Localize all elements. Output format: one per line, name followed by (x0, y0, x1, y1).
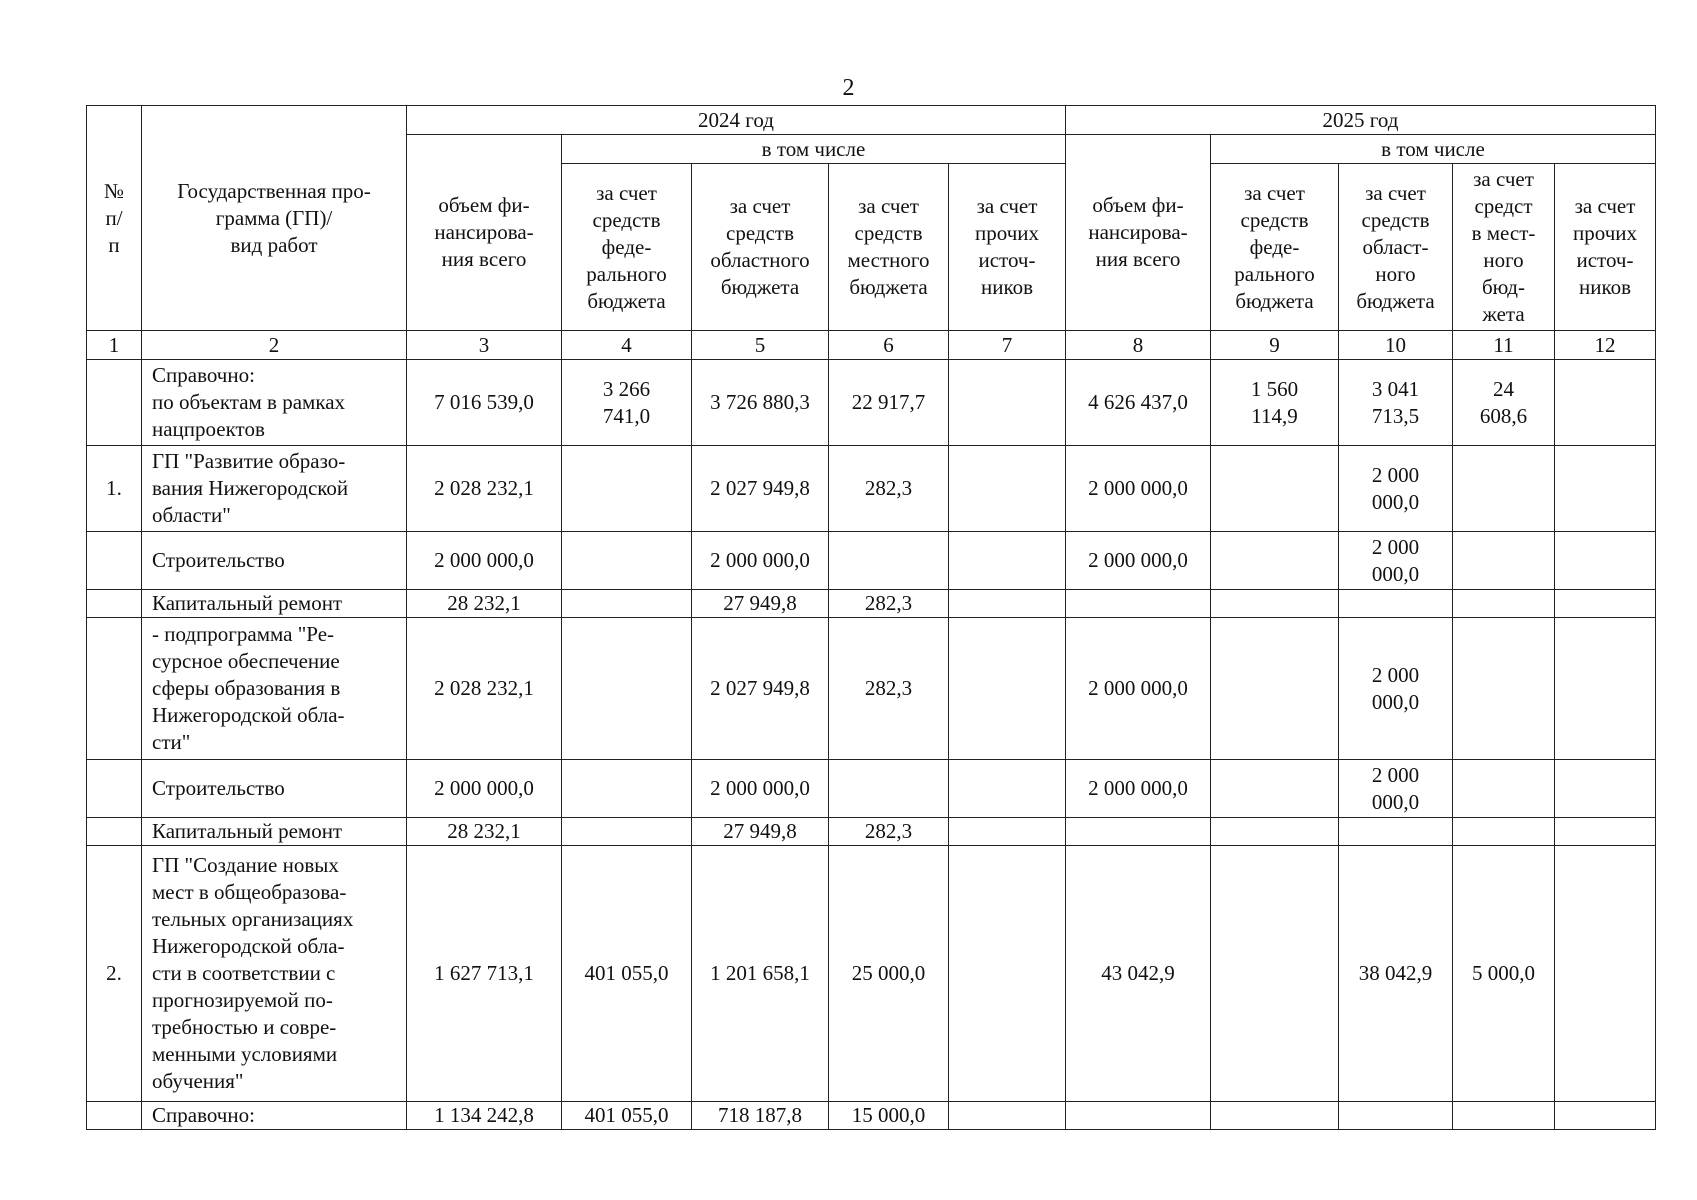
row-name: ГП "Создание новых мест в общеобразова- тельных организациях Нижегородской обла- сти в соответствии с прогнозируемой по- требностью и совре- менными условиями обучения" (142, 846, 407, 1102)
value-cell (1339, 590, 1453, 618)
value-cell: 3 726 880,3 (692, 360, 829, 446)
value-cell: 718 187,8 (692, 1102, 829, 1130)
row-number: 1. (87, 446, 142, 532)
value-cell: 2 027 949,8 (692, 446, 829, 532)
header-year-2025: 2025 год (1066, 106, 1656, 135)
value-cell (562, 532, 692, 590)
value-cell: 282,3 (829, 818, 949, 846)
value-cell: 27 949,8 (692, 818, 829, 846)
value-cell (1453, 590, 1555, 618)
value-cell (1453, 760, 1555, 818)
column-number: 9 (1211, 331, 1339, 360)
value-cell: 2 000 000,0 (1066, 760, 1211, 818)
column-number: 12 (1555, 331, 1656, 360)
value-cell: 7 016 539,0 (407, 360, 562, 446)
row-number (87, 618, 142, 760)
column-number: 7 (949, 331, 1066, 360)
header-row-number: № п/ п (87, 106, 142, 331)
value-cell (1211, 1102, 1339, 1130)
value-cell: 2 000 000,0 (1066, 618, 1211, 760)
value-cell (949, 618, 1066, 760)
row-name: Капитальный ремонт (142, 818, 407, 846)
value-cell: 401 055,0 (562, 1102, 692, 1130)
value-cell (949, 446, 1066, 532)
value-cell: 25 000,0 (829, 846, 949, 1102)
header-2024-including: в том числе (562, 135, 1066, 164)
table-row (87, 846, 1656, 1102)
value-cell (562, 446, 692, 532)
table-row (87, 1102, 1656, 1130)
value-cell (1555, 1102, 1656, 1130)
value-cell: 2 028 232,1 (407, 446, 562, 532)
value-cell (949, 818, 1066, 846)
header-2025-federal: за счет средств феде- рального бюджета (1211, 164, 1339, 331)
table-row (87, 760, 1656, 818)
value-cell: 5 000,0 (1453, 846, 1555, 1102)
table-body (87, 331, 1656, 1130)
header-2025-other: за счет прочих источ- ников (1555, 164, 1656, 331)
row-number (87, 1102, 142, 1130)
value-cell: 2 027 949,8 (692, 618, 829, 760)
value-cell (1555, 760, 1656, 818)
header-2025-total: объем фи- нансирова- ния всего (1066, 135, 1211, 331)
row-name: Строительство (142, 532, 407, 590)
value-cell (1453, 618, 1555, 760)
header-year-2024: 2024 год (407, 106, 1066, 135)
row-name: Справочно: (142, 1102, 407, 1130)
table-row (87, 446, 1656, 532)
value-cell (1453, 532, 1555, 590)
budget-table (86, 105, 1656, 1130)
row-number (87, 818, 142, 846)
value-cell: 2 000 000,0 (1339, 532, 1453, 590)
value-cell (1211, 846, 1339, 1102)
value-cell: 4 626 437,0 (1066, 360, 1211, 446)
value-cell (1555, 532, 1656, 590)
value-cell: 2 000 000,0 (1066, 532, 1211, 590)
value-cell (1211, 532, 1339, 590)
value-cell: 3 041 713,5 (1339, 360, 1453, 446)
value-cell (949, 532, 1066, 590)
row-number (87, 532, 142, 590)
row-number: 2. (87, 846, 142, 1102)
header-2024-regional: за счет средств областного бюджета (692, 164, 829, 331)
row-name: Справочно: по объектам в рамках нацпроектов (142, 360, 407, 446)
value-cell (1555, 618, 1656, 760)
value-cell: 2 000 000,0 (407, 532, 562, 590)
value-cell (1211, 618, 1339, 760)
value-cell: 282,3 (829, 618, 949, 760)
table-row (87, 532, 1656, 590)
column-number: 6 (829, 331, 949, 360)
header-2024-total: объем фи- нансирова- ния всего (407, 135, 562, 331)
value-cell: 1 201 658,1 (692, 846, 829, 1102)
row-name: Капитальный ремонт (142, 590, 407, 618)
value-cell: 2 000 000,0 (692, 532, 829, 590)
column-number: 5 (692, 331, 829, 360)
value-cell (562, 618, 692, 760)
header-2025-local: за счет средст в мест- ного бюд- жета (1453, 164, 1555, 331)
value-cell: 282,3 (829, 590, 949, 618)
value-cell (829, 760, 949, 818)
value-cell (562, 818, 692, 846)
value-cell (1211, 818, 1339, 846)
value-cell: 27 949,8 (692, 590, 829, 618)
value-cell (829, 532, 949, 590)
value-cell (1339, 818, 1453, 846)
value-cell: 1 560 114,9 (1211, 360, 1339, 446)
value-cell (1555, 446, 1656, 532)
value-cell: 2 000 000,0 (1339, 760, 1453, 818)
value-cell: 28 232,1 (407, 818, 562, 846)
value-cell: 401 055,0 (562, 846, 692, 1102)
value-cell: 2 000 000,0 (1339, 446, 1453, 532)
value-cell (1555, 846, 1656, 1102)
header-program: Государственная про- грамма (ГП)/ вид работ (142, 106, 407, 331)
value-cell (1555, 818, 1656, 846)
value-cell: 24 608,6 (1453, 360, 1555, 446)
value-cell: 3 266 741,0 (562, 360, 692, 446)
value-cell (949, 760, 1066, 818)
value-cell (1453, 1102, 1555, 1130)
column-number: 3 (407, 331, 562, 360)
value-cell (1066, 1102, 1211, 1130)
value-cell (1211, 446, 1339, 532)
value-cell (1211, 760, 1339, 818)
row-name: ГП "Развитие образо- вания Нижегородской области" (142, 446, 407, 532)
value-cell: 43 042,9 (1066, 846, 1211, 1102)
value-cell (949, 846, 1066, 1102)
value-cell (949, 590, 1066, 618)
value-cell: 28 232,1 (407, 590, 562, 618)
value-cell (1339, 1102, 1453, 1130)
value-cell (562, 760, 692, 818)
value-cell (1066, 590, 1211, 618)
value-cell (949, 1102, 1066, 1130)
value-cell (562, 590, 692, 618)
column-number: 8 (1066, 331, 1211, 360)
table-row (87, 590, 1656, 618)
value-cell: 1 134 242,8 (407, 1102, 562, 1130)
header-2025-regional: за счет средств област- ного бюджета (1339, 164, 1453, 331)
table-row (87, 360, 1656, 446)
value-cell (1555, 360, 1656, 446)
value-cell: 2 000 000,0 (692, 760, 829, 818)
column-number: 10 (1339, 331, 1453, 360)
header-2024-local: за счет средств местного бюджета (829, 164, 949, 331)
page-number: 2 (842, 75, 855, 101)
value-cell (1211, 590, 1339, 618)
value-cell: 15 000,0 (829, 1102, 949, 1130)
value-cell (1555, 590, 1656, 618)
value-cell (1066, 818, 1211, 846)
value-cell: 282,3 (829, 446, 949, 532)
column-number: 11 (1453, 331, 1555, 360)
table-header (87, 106, 1656, 331)
header-2024-other: за счет прочих источ- ников (949, 164, 1066, 331)
value-cell: 22 917,7 (829, 360, 949, 446)
value-cell: 2 028 232,1 (407, 618, 562, 760)
value-cell (1453, 446, 1555, 532)
column-number: 4 (562, 331, 692, 360)
row-number (87, 760, 142, 818)
row-number (87, 590, 142, 618)
value-cell: 1 627 713,1 (407, 846, 562, 1102)
value-cell: 2 000 000,0 (407, 760, 562, 818)
column-number: 1 (87, 331, 142, 360)
row-number (87, 360, 142, 446)
value-cell: 38 042,9 (1339, 846, 1453, 1102)
table-row (87, 618, 1656, 760)
table-row (87, 818, 1656, 846)
row-name: Строительство (142, 760, 407, 818)
value-cell: 2 000 000,0 (1339, 618, 1453, 760)
value-cell: 2 000 000,0 (1066, 446, 1211, 532)
header-2024-federal: за счет средств феде- рального бюджета (562, 164, 692, 331)
value-cell (949, 360, 1066, 446)
column-number: 2 (142, 331, 407, 360)
value-cell (1453, 818, 1555, 846)
column-number-row (87, 331, 1656, 360)
header-2025-including: в том числе (1211, 135, 1656, 164)
row-name: - подпрограмма "Ре- сурсное обеспечение сферы образования в Нижегородской обла- сти" (142, 618, 407, 760)
